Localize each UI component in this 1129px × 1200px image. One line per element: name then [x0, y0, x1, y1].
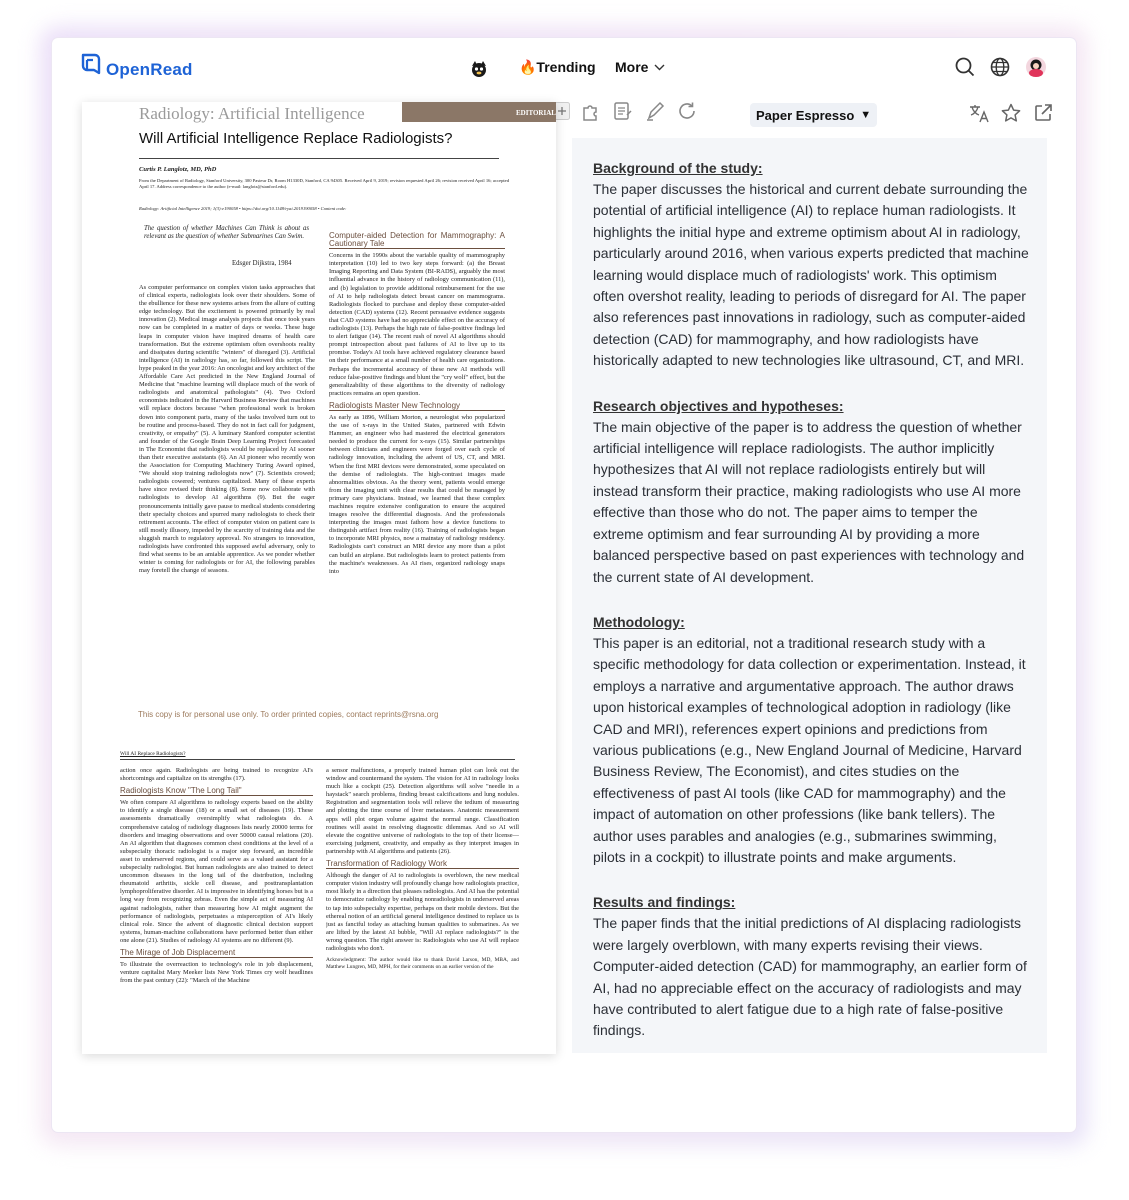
paper-affiliation: From the Department of Radiology, Stanford University, 300 Pasteur Dr, Room H1330D, Stanford, CA 94305. Received April 9, 2019; revision requested April 26; revision received April 16; accepted April 17. Address correspondence to the author (e-mail: langlotz@stanford.edu).	[139, 178, 509, 189]
open-external-icon[interactable]	[1032, 102, 1054, 124]
section-heading: Research objectives and hypotheses:	[593, 397, 844, 414]
summary-section-results	[593, 892, 1029, 1041]
subheading-master-tech: Radiologists Master New Technology	[329, 402, 505, 411]
caret-down-icon: ▼	[860, 109, 872, 121]
page2-intro: action once again. Radiologists are being trained to recognize AI's shortcomings and capitalize on its strengths (17).	[120, 767, 313, 783]
section-heading: Results and findings:	[593, 894, 736, 911]
section-body: The paper finds that the initial predictions of AI displacing radiologists were largely overblown, with many experts revising their views. Computer-aided detection (CAD) for mammography, an earlier form of AI, had no appreciable effect on the accuracy of radiologists and may have contributed to alert fatigue due to a high rate of false-positive findings.	[593, 915, 1027, 1039]
section-body: This paper is an editorial, not a traditional research study with a specific methodology for data collection or experimentation. Instead, it employs a narrative and argumentative approach. The author draws upon historical examples of technological adoption in radiology (like CAD and MRI), references expert opinions and predictions from various publications (e.g., New England Journal of Medicine, Harvard Business Review, The Economist), and cites studies on the effectiveness of past AI tools (like CAD for mammography) and the impact of automation on other professions (like bank tellers). The author uses parables and analogies (e.g., submarines swimming, pilots in a cockpit) to illustrate points and make arguments.	[593, 634, 1026, 865]
page2-column-1	[120, 767, 313, 1054]
brand-name: OpenRead	[106, 60, 193, 79]
column-2-text-1: Concerns in the 1990s about the variable quality of mammography interpretation (10) led to two key steps forward: (a) the Breast Imaging Reporting and Data System (BI-RADS), arguably the most influential advance in the history of radiology communication (11), and (b) legislation to provide additional reimbursement for the use of AI to help radiologists detect breast cancer on mammograms. Radiologists flocked to purchase and deploy these computer-aided detection (CAD) systems (12). Recent persuasive evidence suggests that CAD systems have had no appreciable effect on the accuracy of radiologists (13). Perhaps the high rate of false-positive findings led to alert fatigue (14). The recent rush of novel AI algorithms should prompt introspection about past failures of AI to live up to its promise. Today's AI tools have achieved regulatory clearance based on their performance at a small number of health care organizations. Perhaps the incremental accuracy of these new AI methods will reduce false-positive findings and blunt the "cry wolf" effect, but the generalizability of these algorithms to the diversity of radiology practices remains an open question.	[329, 252, 505, 397]
espresso-summary-panel[interactable]	[572, 138, 1047, 1053]
search-icon[interactable]	[954, 56, 976, 78]
summary-section-background	[593, 158, 1029, 372]
section-label: EDITORIAL	[402, 102, 556, 122]
refresh-icon[interactable]	[676, 100, 698, 122]
mode-select-value: Paper Espresso	[756, 107, 855, 123]
page2-rule	[120, 759, 515, 760]
translate-icon[interactable]	[968, 102, 990, 124]
section-body: The main objective of the paper is to address the question of whether artificial intelligence will replace radiologists. The author implicitly hypothesizes that AI will not replace radiologists entirely but will instead transform their practice, making radiologists who use AI more effective than those who do not. The paper aims to temper the extreme optimism and fear surrounding AI by providing a more balanced perspective based on past experiences with technology and the current state of AI development.	[593, 418, 1025, 585]
globe-icon[interactable]	[989, 56, 1011, 78]
mode-select[interactable]	[750, 103, 877, 127]
highlight-pen-icon[interactable]	[644, 100, 666, 122]
subheading-job-displacement: The Mirage of Job Displacement	[120, 949, 313, 958]
puzzle-icon[interactable]	[580, 100, 602, 122]
star-icon[interactable]	[1000, 102, 1022, 124]
summary-tools	[968, 102, 1054, 124]
page2-col1-text: We often compare AI algorithms to radiology experts based on the ability to identify a single disease (18) or a small set of diseases (19). These assessments dramatically oversimplify what radiologists do. A comprehensive catalog of radiology diagnoses lists nearly 20000 terms for disorders and imaging observations and over 50000 causal relations (20). An AI algorithm that diagnoses common chest conditions at the level of a subspecialty thoracic radiologist is a major step forward, an incredible asset to underserved regions, and could serve as a valued assistant for a subspecialty radiologist. But human radiologists are also trained to detect uncommon diseases in the long tail of the distribution, including rheumatoid arthritis, sickle cell disease, and posttransplantation lymphoproliferative disorder. AI is impressive in identifying horses but is a long way from recognizing zebras. Even the simple act of measuring AI against radiologists, rather than measuring how AI might augment the performance of radiologists, perpetuates a misperception of AI's likely clinical role. Since the advent of diagnostic clinical decision support systems, human-machine collaborations have performed better than either one alone (21). Studies of radiology AI systems are no different (9).	[120, 799, 313, 944]
more-menu[interactable]	[615, 59, 665, 75]
journal-name: Radiology: Artificial Intelligence	[139, 104, 365, 123]
notes-icon[interactable]	[612, 100, 634, 122]
section-heading: Background of the study:	[593, 160, 763, 176]
logo[interactable]	[80, 52, 193, 80]
acknowledgment: Acknowledgment: The author would like to thank David Larson, MD, MBA, and Matthew Lungren, MD, MPH, for their comments on an earlier version of the	[326, 957, 519, 970]
user-avatar-icon[interactable]	[1025, 56, 1047, 78]
page2-header: Will AI Replace Radiologists?	[120, 751, 186, 757]
paper-author: Curtis P. Langlotz, MD, PhD	[139, 166, 217, 173]
page2-col2-text1: a sensor malfunctions, a properly trained human pilot can look out the window and countermand the system. The vision for AI in radiology looks much like a cockpit (25). Detection algorithms will solve "needle in a haystack" search problems, finding breast calcifications and lung nodules. Registration and segmentation tools will relieve the tedium of measuring and plotting the time course of liver metastases. Anatomic measurement apps will plot organ volume against the normal range. Classification routines will assist in resolving diagnostic dilemmas. And so AI will elevate the cognitive universe of radiologists to the top of their license—exercising judgment, creativity, and empathy as they interpret images in partnership with AI algorithms and patients (26).	[326, 767, 519, 855]
subheading-cad: Computer-aided Detection for Mammography: A Cautionary Tale	[329, 231, 505, 249]
section-body: The paper discusses the historical and current debate surrounding the potential of artificial intelligence (AI) to replace human radiologists. It highlights the initial hype and extreme optimism about AI in radiology, particularly around 2016, when various experts predicted that machine learning would displace much of radiologists' work. This optimism often overshot reality, leading to periods of disregard for AI. The paper also references past innovations in radiology, such as computer-aided detection (CAD) for mammography, and how radiologists have historically adapted to new technologies like ultrasound, CT, and MRI.	[593, 181, 1029, 369]
epigraph-author: Edsger Dijkstra, 1984	[232, 260, 292, 267]
add-icon[interactable]	[554, 102, 570, 120]
more-label: More	[615, 59, 649, 75]
epigraph: The question of whether Machines Can Think is about as relevant as the question of whether Submarines Can Swim.	[144, 225, 309, 241]
chevron-down-icon	[654, 64, 665, 71]
trending-link[interactable]: 🔥Trending	[519, 59, 596, 75]
summary-section-methodology	[593, 612, 1029, 868]
page-gap	[82, 730, 556, 740]
app-window	[52, 38, 1076, 1132]
subheading-long-tail: Radiologists Know "The Long Tail"	[120, 787, 313, 796]
page2-col2-text2: Although the danger of AI to radiologists is overblown, the new medical computer vision industry will profoundly change how radiologists practice, most likely in a direction that pleases radiologists. And AI has the potential to democratize radiology by enabling nonradiologists in underserved areas to tap into subspecialty expertise, perhaps on their mobile devices. But the ethereal notion of an artificial general intelligence destined to replace us is just as fanciful today as attaching human qualities to submarines. As we are lifted by the latest AI bubble, "Will AI replace radiologists?" is the wrong question. The right answer is: Radiologists who use AI will replace radiologists who don't.	[326, 872, 519, 952]
section-heading: Methodology:	[593, 613, 685, 630]
paper-title: Will Artificial Intelligence Replace Radiologists?	[139, 130, 453, 147]
mascot-icon[interactable]	[468, 58, 490, 80]
title-rule	[139, 158, 499, 159]
paper-citation: Radiology: Artificial Intelligence 2019; 1(3):e190058 • https://doi.org/10.1148/ryai.2019190058 • Content code:	[139, 206, 347, 211]
page2-col1-text2: To illustrate the overreaction to technology's role in job displacement, venture capitalist Mary Meeker lists New York Times cry wolf headlines from the past century (22): "March of the Machine	[120, 961, 313, 985]
reprint-note: This copy is for personal use only. To order printed copies, contact reprints@rsna.org	[138, 710, 439, 719]
openread-logo-icon	[80, 52, 102, 80]
pdf-viewer[interactable]	[82, 102, 556, 1054]
column-1-text: As computer performance on complex vision tasks approaches that of clinical experts, radiologists look over their shoulders. Some of the ebullience for these new systems arises from the allure of cutting edge technology. But the excitement is powered primarily by real innovation (2). Medical image analysis projects that once took years now can be completed in a matter of days or weeks. These huge leaps in computer vision have inspired dreams of health care transformation. But the extreme optimism often overshoots reality and dissipates during scientific "winters" of disregard (3). Artificial intelligence (AI) in radiology has, so far, followed this script. The hype peaked in the year 2016: An oncologist and key architect of the Affordable Care Act predicted in the New England Journal of Medicine that "machine learning will displace much of the work of radiologists and anatomical pathologists" (4). Two Oxford economists indicated in the Harvard Business Review that machines will replace doctors because "when professional work is broken down into component parts, many of the tasks involved turn out to be routine and process-based. They do not in fact call for judgment, creativity, or empathy" (5). A luminary Stanford computer scientist and founder of the Google Brain Deep Learning Project forecasted in The Economist that radiologists would be replaced by AI sooner than their executive assistants (6). An AI pioneer who recently won the Association for Computing Machinery Turing Award opined, "We should stop training radiologists now" (7). Scientists crowed; radiologists cowered; ventures capitalized. Many of these experts have since revised their thinking (8). Some now collaborate with radiologists to develop AI algorithms (9). But the eager pronouncements initially gave pause to medical students considering their specialty choices and spurred many radiologists to check their retirement accounts. The effect of computer vision on patient care is still mostly illusory, impeded by the scarcity of training data and the sluggish march to regulatory approval. No strangers to innovation, radiologists have confronted this supposed awful adversary, only to find what seems to be an amiable apprentice. As we ponder whether winter is coming for radiologists or for AI, the following parables may foretell the change of seasons.	[139, 284, 315, 575]
column-2-text-2: As early as 1896, William Morton, a neurologist who popularized the use of x-rays in the United States, partnered with Edwin Hammer, an engineer who had mastered the electrical generators needed to produce the current for x-rays (15). Similar partnerships between clinicians and engineers were forged over each cycle of radiology innovation, including the advent of US, CT, and MRI. When the first MRI devices were demonstrated, some speculated on the demise of radiologists. The high-contrast images made abnormalities obvious. As the theory went, patients would emerge from the imaging unit with clear results that could be managed by primary care physicians. Instead, we learned that these complex machines require extensive configuration to ensure the acquired images resolve the differential diagnosis. And the professionals interpreting the images must fathom how a device functions to distinguish artifact from reality (16). Training of radiologists began to incorporate MRI physics, now a mainstay of radiology residency. Radiologists can't construct an MRI device any more than a pilot can build an airplane. But radiologists learn to protect patients from the machine's weaknesses. As AI rises, organized radiology snaps into	[329, 413, 505, 575]
column-2	[329, 228, 505, 704]
page2-column-2	[326, 767, 519, 1054]
subheading-transformation: Transformation of Radiology Work	[326, 860, 519, 869]
pdf-toolbar	[554, 100, 698, 122]
top-nav	[52, 38, 1076, 96]
summary-section-objectives	[593, 396, 1029, 588]
